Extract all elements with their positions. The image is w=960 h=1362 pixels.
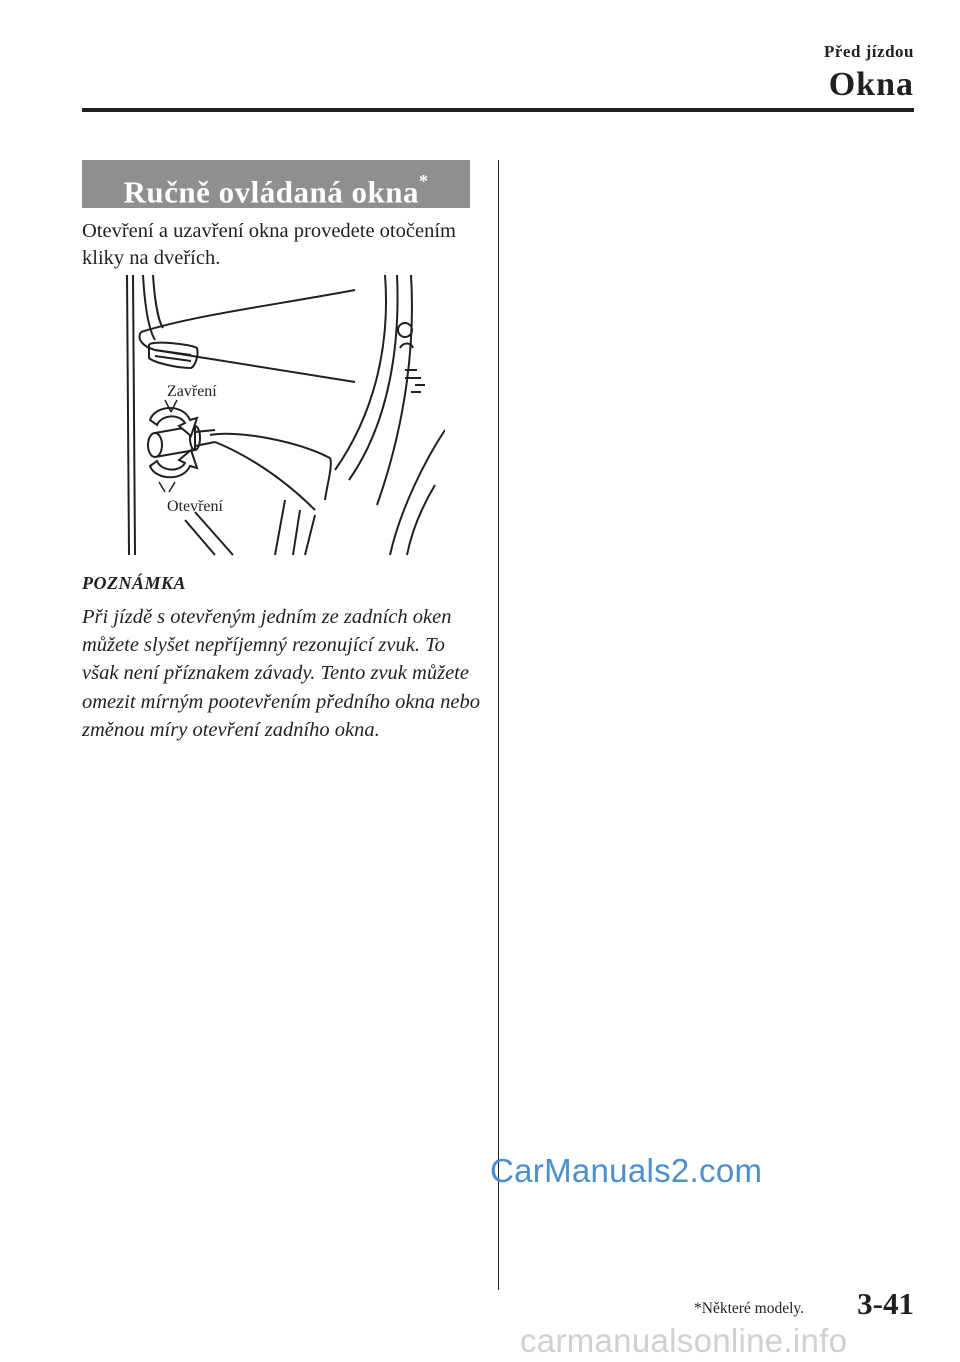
title-footnote-mark: * xyxy=(418,171,429,191)
section-name: Před jízdou xyxy=(823,42,914,61)
body-paragraph: Otevření a uzavření okna provedete otočením kliky na dveřích. xyxy=(82,220,456,269)
door-illustration-graphic xyxy=(115,270,445,560)
section-title-bar xyxy=(82,160,470,208)
label-open: Otevření xyxy=(167,498,223,515)
note-text: Při jízdě s otevřeným jedním ze zadních oken můžete slyšet nepříjemný rezonující zvuk. To však není příznakem závady. Tento zvuk můžete omezit mírným pootevřením předního okna nebo změnou míry otevření zadního okna. xyxy=(82,606,480,741)
watermark: CarManuals2.com xyxy=(490,1152,763,1189)
page-number: 3-41 xyxy=(857,1286,914,1321)
column-divider xyxy=(498,160,499,1290)
label-close: Zavření xyxy=(167,383,217,400)
note-heading: POZNÁMKA xyxy=(82,573,187,593)
header-rule xyxy=(82,108,914,112)
chapter-header xyxy=(824,42,914,102)
section-title: Ručně ovládaná okna xyxy=(123,174,419,210)
door-handle-illustration xyxy=(115,270,445,560)
chapter-title: Okna xyxy=(828,66,914,103)
footnote: *Některé modely. xyxy=(694,1300,805,1317)
site-footer: carmanualsonline.info xyxy=(520,1322,848,1359)
